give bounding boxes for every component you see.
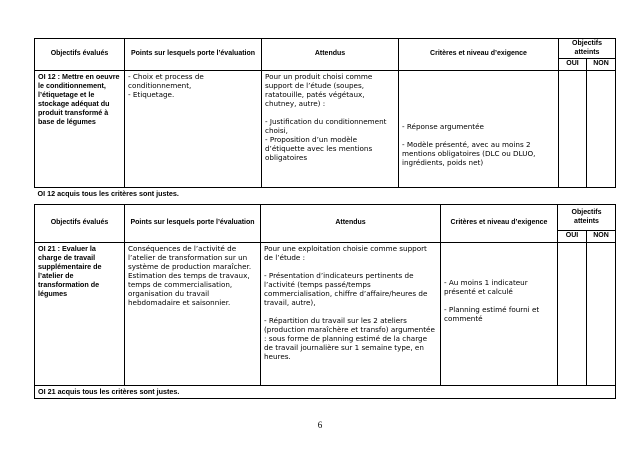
oui-cell[interactable]	[559, 70, 587, 187]
oui-cell[interactable]	[558, 242, 587, 385]
evaluation-table-oi21	[34, 204, 616, 399]
header-non: NON	[587, 59, 616, 71]
attendus-cell: Pour un produit choisi comme support de l’étude (soupes, ratatouille, patés végétaux, chutney, autre) : - Justification du conditionnement choisi, - Proposition d’un modèle d’étiquette avec les mentions obligatoires	[262, 70, 399, 187]
non-cell[interactable]	[587, 242, 616, 385]
header-atteints: Objectifs atteints	[559, 39, 616, 59]
header-points: Points sur lesquels porte l’évaluation	[125, 205, 261, 243]
header-oui: OUI	[558, 231, 587, 243]
header-objectifs: Objectifs évalués	[35, 205, 125, 243]
points-cell: - Choix et process de conditionnement, - Etiquetage.	[125, 70, 262, 187]
criteres-cell: - Réponse argumentée - Modèle présenté, avec au moins 2 mentions obligatoires (DLC ou DLUO, ingrédients, poids net)	[399, 70, 559, 187]
header-criteres: Critères et niveau d’exigence	[399, 39, 559, 71]
header-non: NON	[587, 231, 616, 243]
header-attendus: Attendus	[262, 39, 399, 71]
header-attendus: Attendus	[261, 205, 441, 243]
evaluation-table-oi12	[34, 38, 616, 199]
criteres-cell: - Au moins 1 indicateur présenté et calculé - Planning estimé fourni et commenté	[441, 242, 558, 385]
header-oui: OUI	[559, 59, 587, 71]
non-cell[interactable]	[587, 70, 616, 187]
acknowledgement-text: OI 12 acquis tous les critères sont justes.	[35, 187, 616, 199]
attendus-cell: Pour une exploitation choisie comme support de l’étude : - Présentation d’indicateurs pertinents de l’activité (temps passé/temps commercialisation, chiffre d’affaire/heures de travail, autre), - Répartition du travail sur les 2 ateliers (production maraîchère et transfo) argumentée : sous forme de planning estimé de la charge de travail journalière sur 1 semaine type, en heures.	[261, 242, 441, 385]
header-points: Points sur lesquels porte l’évaluation	[125, 39, 262, 71]
points-cell: Conséquences de l’activité de l’atelier de transformation sur un système de production maraîcher. Estimation des temps de travaux, temps de commercialisation, organisation du travail hebdomadaire et saisonnier.	[125, 242, 261, 385]
header-criteres: Critères et niveau d’exigence	[441, 205, 558, 243]
objective-cell: OI 12 : Mettre en oeuvre le conditionnement, l’étiquetage et le stockage adéquat du produit transformé à base de légumes	[35, 70, 125, 187]
header-atteints: Objectifs atteints	[558, 205, 616, 231]
page-number: 6	[317, 420, 323, 430]
objective-cell: OI 21 : Evaluer la charge de travail supplémentaire de l’atelier de transformation de légumes	[35, 242, 125, 385]
header-objectifs: Objectifs évalués	[35, 39, 125, 71]
acknowledgement-text: OI 21 acquis tous les critères sont justes.	[35, 385, 616, 398]
